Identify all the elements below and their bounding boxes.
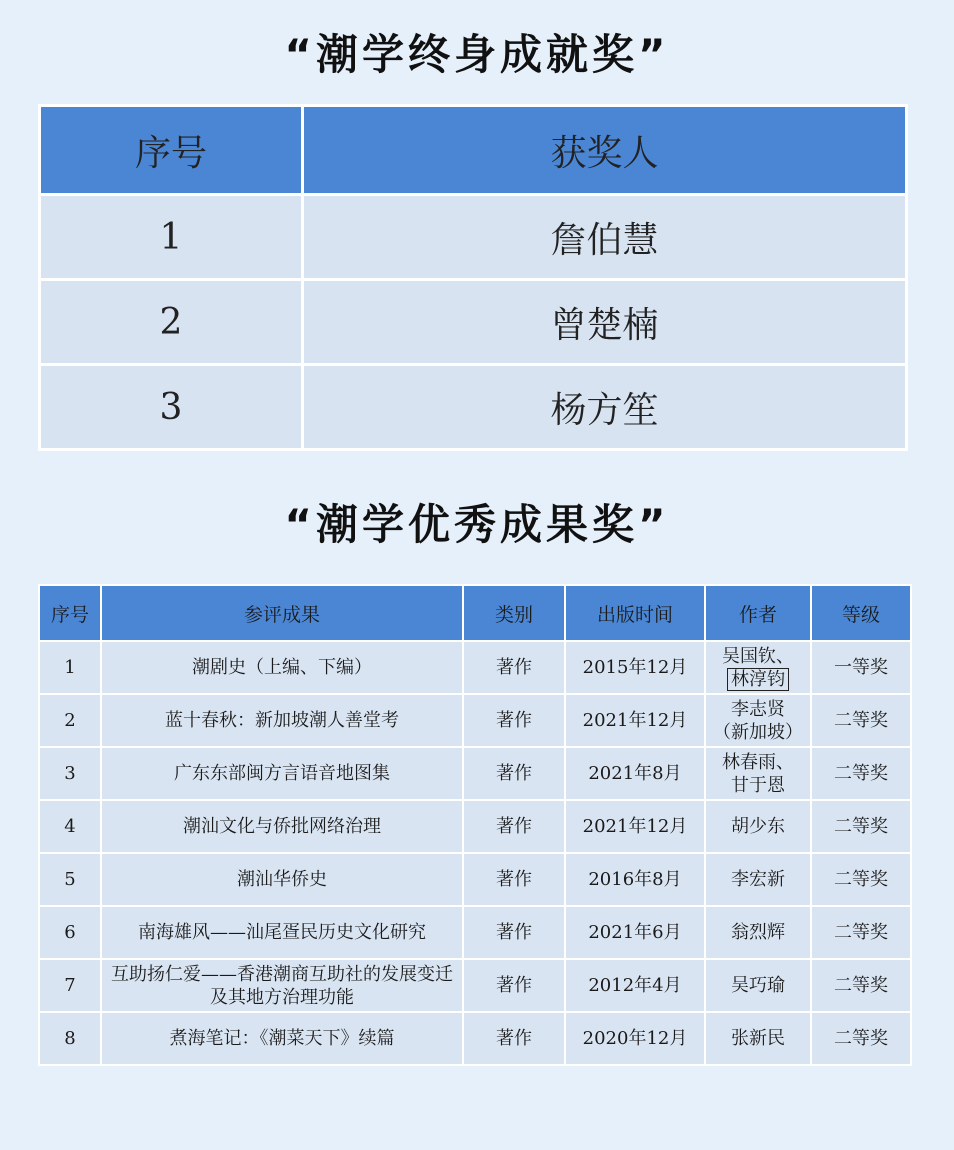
work-type: 著作	[464, 801, 564, 852]
author-line: 李志贤	[731, 698, 785, 720]
award-level: 二等奖	[812, 907, 910, 958]
work-title: 蓝十春秋：新加坡潮人善堂考	[102, 695, 462, 746]
table-row	[41, 196, 905, 278]
header-date: 出版时间	[566, 586, 704, 640]
work-title: 广东东部闽方言语音地图集	[102, 748, 462, 799]
row-number: 6	[40, 907, 100, 958]
award-level: 二等奖	[812, 748, 910, 799]
table-row	[41, 366, 905, 448]
work-title: 潮汕文化与侨批网络治理	[102, 801, 462, 852]
author-line: 吴国钦、	[722, 645, 794, 667]
work-type: 著作	[464, 960, 564, 1011]
header-type: 类别	[464, 586, 564, 640]
author: 张新民	[706, 1013, 810, 1064]
publish-date: 2021年8月	[566, 748, 704, 799]
table-row	[40, 960, 910, 1011]
publish-date: 2020年12月	[566, 1013, 704, 1064]
award-level: 二等奖	[812, 695, 910, 746]
publish-date: 2021年12月	[566, 695, 704, 746]
work-type: 著作	[464, 854, 564, 905]
author	[706, 642, 810, 693]
publish-date: 2021年6月	[566, 907, 704, 958]
row-number: 3	[41, 366, 301, 448]
author-line-boxed: 林淳钧	[727, 668, 789, 691]
winner-name: 曾楚楠	[304, 281, 905, 363]
work-title: 潮剧史（上编、下编）	[102, 642, 462, 693]
header-level: 等级	[812, 586, 910, 640]
row-number: 7	[40, 960, 100, 1011]
publish-date: 2016年8月	[566, 854, 704, 905]
table-row	[40, 907, 910, 958]
table-row	[40, 1013, 910, 1064]
author: 胡少东	[706, 801, 810, 852]
award-level: 二等奖	[812, 801, 910, 852]
author: 吴巧瑜	[706, 960, 810, 1011]
work-type: 著作	[464, 1013, 564, 1064]
author	[706, 748, 810, 799]
work-type: 著作	[464, 907, 564, 958]
header-winner: 获奖人	[304, 107, 905, 193]
work-type: 著作	[464, 642, 564, 693]
row-number: 2	[40, 695, 100, 746]
work-type: 著作	[464, 748, 564, 799]
lifetime-award-title: “潮学终身成就奖”	[284, 30, 670, 79]
author: 李宏新	[706, 854, 810, 905]
publish-date: 2012年4月	[566, 960, 704, 1011]
table-row	[40, 642, 910, 693]
author-line: 甘于恩	[731, 774, 785, 796]
table-row	[40, 854, 910, 905]
excellence-award-title: “潮学优秀成果奖”	[284, 500, 670, 549]
award-level: 二等奖	[812, 1013, 910, 1064]
award-level: 二等奖	[812, 960, 910, 1011]
work-title: 互助扬仁爱——香港潮商互助社的发展变迁及其地方治理功能	[102, 960, 462, 1011]
header-work: 参评成果	[102, 586, 462, 640]
lifetime-award-table	[38, 104, 908, 451]
publish-date: 2015年12月	[566, 642, 704, 693]
author-line: 林春雨、	[722, 751, 794, 773]
table-row	[40, 748, 910, 799]
author	[706, 695, 810, 746]
header-author: 作者	[706, 586, 810, 640]
work-title: 潮汕华侨史	[102, 854, 462, 905]
row-number: 4	[40, 801, 100, 852]
row-number: 1	[40, 642, 100, 693]
row-number: 2	[41, 281, 301, 363]
author-line: （新加坡）	[713, 721, 803, 743]
table-row	[40, 801, 910, 852]
row-number: 3	[40, 748, 100, 799]
winner-name: 詹伯慧	[304, 196, 905, 278]
award-level: 一等奖	[812, 642, 910, 693]
header-number: 序号	[41, 107, 301, 193]
work-title: 煮海笔记：《潮菜天下》续篇	[102, 1013, 462, 1064]
award-level: 二等奖	[812, 854, 910, 905]
winner-name: 杨方笙	[304, 366, 905, 448]
row-number: 5	[40, 854, 100, 905]
work-type: 著作	[464, 695, 564, 746]
excellence-award-table	[38, 584, 912, 1066]
publish-date: 2021年12月	[566, 801, 704, 852]
table-row	[41, 281, 905, 363]
table-header-row	[40, 586, 910, 640]
table-header-row	[41, 107, 905, 193]
author: 翁烈辉	[706, 907, 810, 958]
table-row	[40, 695, 910, 746]
header-number: 序号	[40, 586, 100, 640]
row-number: 1	[41, 196, 301, 278]
row-number: 8	[40, 1013, 100, 1064]
work-title: 南海雄风——汕尾疍民历史文化研究	[102, 907, 462, 958]
